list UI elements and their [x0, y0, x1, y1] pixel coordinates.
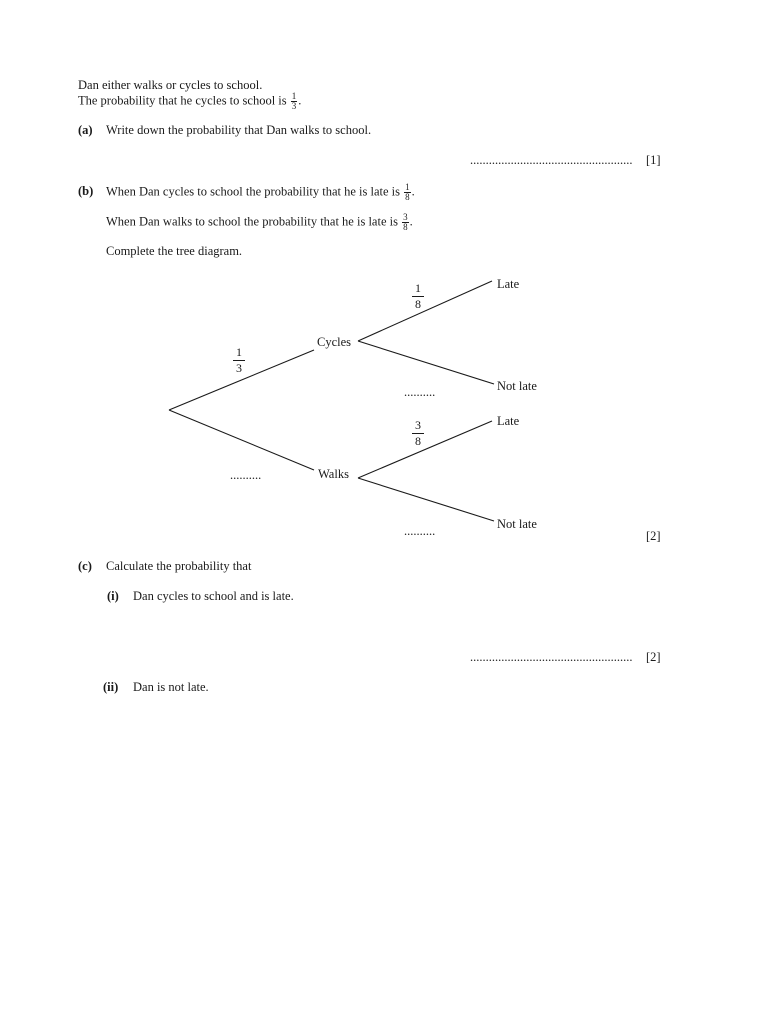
intro-line-2-suffix: .	[298, 93, 302, 108]
fraction-numerator: 3	[403, 212, 408, 222]
prob-cycles-fraction	[233, 345, 245, 376]
branch-walks-to-late	[358, 421, 492, 478]
part-b-line-2-suffix: .	[409, 214, 413, 229]
part-a-question: Write down the probability that Dan walks to school.	[106, 123, 372, 137]
part-a-label: (a)	[78, 123, 93, 137]
part-b-label: (b)	[78, 184, 94, 198]
tree-node-cycles: Cycles	[317, 335, 352, 349]
tree-node-not-late-2: Not late	[497, 517, 537, 531]
part-c-i-marks: [2]	[646, 650, 661, 664]
branch-cycles-to-late	[358, 281, 492, 341]
intro-line-1: Dan either walks or cycles to school.	[78, 78, 263, 92]
prob-walks-blank[interactable]: ..........	[230, 468, 262, 482]
part-c-i-label: (i)	[107, 589, 119, 603]
tree-node-late-1: Late	[497, 277, 520, 291]
fraction-denominator: 8	[405, 192, 410, 202]
prob-cycles-late-fraction	[412, 281, 424, 312]
part-b-line-2-text: When Dan walks to school the probability that he is late is	[106, 214, 398, 229]
fraction-numerator: 1	[405, 182, 410, 192]
fraction-numerator: 1	[291, 91, 297, 101]
prob-walks-not-late-blank[interactable]: ..........	[404, 524, 436, 538]
part-a-marks: [1]	[646, 153, 661, 167]
fraction-denominator: 8	[403, 222, 408, 232]
part-c-ii-label: (ii)	[103, 680, 119, 694]
part-b-line-1-suffix: .	[411, 184, 415, 199]
prob-walks-late-fraction	[412, 418, 424, 449]
fraction-denominator: 3	[236, 361, 242, 375]
fraction-denominator: 3	[291, 101, 297, 111]
branch-start-to-walks	[169, 410, 314, 470]
part-c-i-question: Dan cycles to school and is late.	[133, 589, 294, 603]
branch-walks-to-not-late	[358, 478, 494, 521]
fraction-numerator: 1	[233, 345, 245, 361]
prob-cycles-not-late-blank[interactable]: ..........	[404, 385, 436, 399]
part-b-line-3: Complete the tree diagram.	[106, 244, 243, 258]
tree-node-not-late-1: Not late	[497, 379, 537, 393]
tree-node-walks: Walks	[318, 467, 349, 481]
fraction-denominator: 8	[415, 434, 421, 448]
part-c-i-answer-line[interactable]: ....................................................	[470, 650, 633, 664]
part-b-line-1-text: When Dan cycles to school the probability that he is late is	[106, 184, 401, 199]
part-c-ii-question: Dan is not late.	[133, 680, 209, 694]
part-a-answer-line[interactable]: ....................................................	[470, 153, 633, 167]
part-b-marks: [2]	[646, 529, 661, 543]
fraction-numerator: 3	[412, 418, 424, 434]
part-c-label: (c)	[78, 559, 92, 573]
tree-node-late-2: Late	[497, 414, 520, 428]
part-c-question: Calculate the probability that	[106, 559, 252, 573]
fraction-numerator: 1	[412, 281, 424, 297]
branch-cycles-to-not-late	[358, 341, 494, 384]
fraction-denominator: 8	[415, 297, 421, 311]
intro-line-2-text: The probability that he cycles to school is	[78, 93, 287, 108]
